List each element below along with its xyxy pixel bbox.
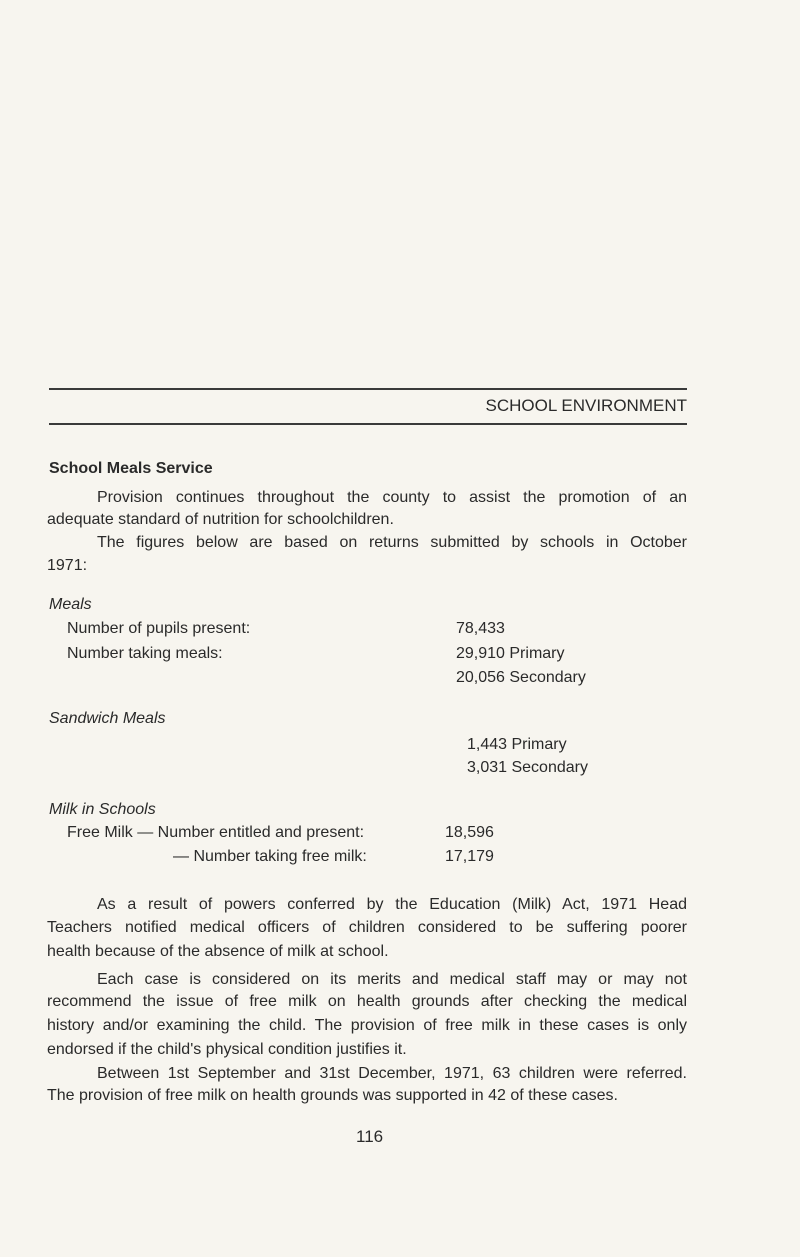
- meals-label-1: Number taking meals:: [67, 645, 223, 662]
- milk-value-1: 17,179: [445, 848, 494, 865]
- intro-p2-l1: The figures below are based on returns submitted by schools in October: [97, 534, 687, 551]
- meals-label-0: Number of pupils present:: [67, 620, 251, 637]
- milk-label-1: — Number taking free milk:: [173, 848, 367, 865]
- top-rule: [49, 388, 687, 390]
- meals-title: Meals: [49, 596, 92, 613]
- body-p1-l2: Teachers notified medical officers of children considered to be suffering poorer: [47, 919, 687, 936]
- section-heading: School Meals Service: [49, 460, 213, 477]
- sandwich-value-0: 1,443 Primary: [467, 736, 567, 753]
- section-title: SCHOOL ENVIRONMENT: [485, 396, 687, 415]
- intro-p2-l2: 1971:: [47, 557, 88, 574]
- body-p3-l1: Between 1st September and 31st December, 1971, 63 children were referred.: [97, 1065, 687, 1082]
- milk-label-0: Free Milk — Number entitled and present:: [67, 824, 365, 841]
- intro-p1-l2: adequate standard of nutrition for schoolchildren.: [47, 511, 394, 528]
- meals-value-2: 20,056 Secondary: [456, 669, 586, 686]
- page-number: 116: [356, 1127, 384, 1146]
- meals-value-0: 78,433: [456, 620, 505, 637]
- body-p3-l2: The provision of free milk on health grounds was supported in 42 of these cases.: [47, 1087, 618, 1104]
- sandwich-title: Sandwich Meals: [49, 710, 166, 727]
- bottom-rule: [49, 423, 687, 425]
- sandwich-value-1: 3,031 Secondary: [467, 759, 588, 776]
- milk-title: Milk in Schools: [49, 801, 156, 818]
- meals-value-1: 29,910 Primary: [456, 645, 565, 662]
- body-p1-l3: health because of the absence of milk at school.: [47, 943, 389, 960]
- body-p1-l1: As a result of powers conferred by the Education (Milk) Act, 1971 Head: [97, 896, 687, 913]
- milk-value-0: 18,596: [445, 824, 494, 841]
- body-p2-l1: Each case is considered on its merits and medical staff may or may not: [97, 971, 687, 988]
- intro-p1-l1: Provision continues throughout the county to assist the promotion of an: [97, 489, 687, 506]
- body-p2-l2: recommend the issue of free milk on health grounds after checking the medical: [47, 993, 687, 1010]
- body-p2-l4: endorsed if the child's physical condition justifies it.: [47, 1041, 407, 1058]
- body-p2-l3: history and/or examining the child. The provision of free milk in these cases is only: [47, 1017, 687, 1034]
